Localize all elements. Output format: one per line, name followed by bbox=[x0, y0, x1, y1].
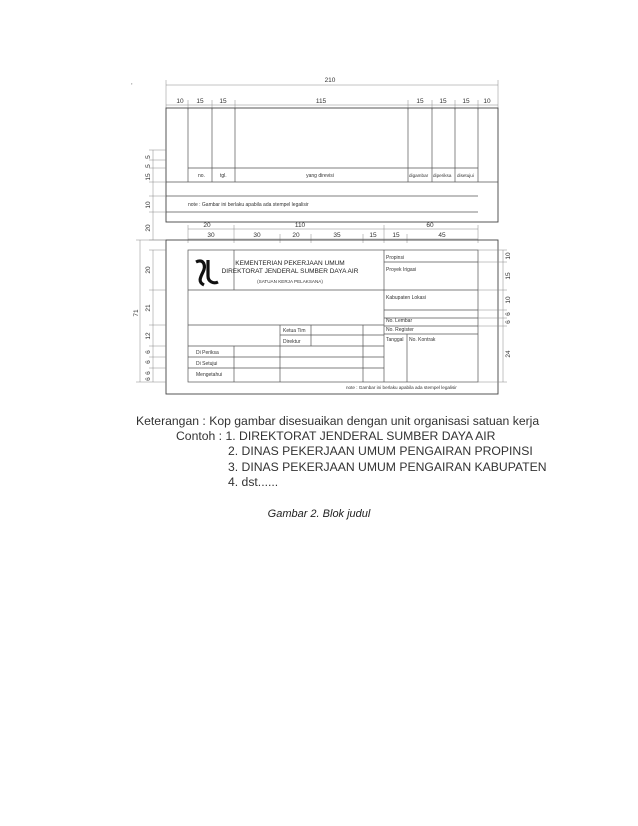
legend-item-row bbox=[136, 460, 556, 475]
rev-disetujui: disetujui bbox=[457, 173, 474, 178]
dim-mid2-5: 15 bbox=[392, 232, 400, 239]
dim-left-bot-1: 21 bbox=[145, 304, 152, 312]
dim-left-bot-4: 6 bbox=[145, 360, 152, 364]
dim-left-bot-6: 6 bbox=[145, 377, 152, 381]
label-di-setujui: Di Setujui bbox=[196, 361, 218, 367]
right-ticks bbox=[478, 250, 507, 382]
label-direktur: Direktur bbox=[283, 339, 301, 345]
label-no-lembar: No. Lembar bbox=[386, 318, 413, 324]
label-mengetahui: Mengetahui bbox=[196, 372, 223, 378]
legend-item-4: 4. dst...... bbox=[228, 474, 279, 489]
label-no-kontrak: No. Kontrak bbox=[409, 337, 436, 343]
dim-left-bot-3: 6 bbox=[145, 350, 152, 354]
dim-left-top-1: 5 bbox=[145, 164, 152, 168]
rev-yang-direvisi: yang direvisi bbox=[306, 173, 334, 179]
dim-top-0: 10 bbox=[176, 98, 184, 105]
dim-left-bot-2: 12 bbox=[145, 332, 152, 340]
dim-top-4: 15 bbox=[416, 98, 424, 105]
title-block-note: note : Gambar ini berlaku apabila ada stempel legalisir bbox=[346, 385, 457, 390]
dim-mid2-0: 30 bbox=[207, 232, 215, 239]
dim-mid1-1: 110 bbox=[294, 222, 306, 229]
dim-top-total: 210 bbox=[324, 77, 336, 84]
dim-mid2-3: 35 bbox=[333, 232, 341, 239]
dim-top-2: 15 bbox=[219, 98, 227, 105]
label-no-register: No. Register bbox=[386, 327, 414, 333]
dim-right-0: 10 bbox=[505, 252, 512, 260]
legend-item-row bbox=[136, 475, 556, 490]
rev-tgl: tgl. bbox=[220, 173, 227, 179]
dim-left-bot-total: 71 bbox=[133, 309, 140, 317]
page-speck: , bbox=[131, 80, 133, 86]
figure-caption: Gambar 2. Blok judul bbox=[267, 508, 371, 520]
dim-mid2-1: 30 bbox=[253, 232, 261, 239]
legend-item-3: 3. DINAS PEKERJAAN UMUM PENGAIRAN KABUPATEN bbox=[228, 459, 547, 474]
legend-label: Keterangan : bbox=[136, 414, 206, 428]
label-ketua-tim: Ketua Tim bbox=[283, 328, 306, 334]
legend bbox=[136, 414, 556, 490]
rev-diperiksa: diperiksa bbox=[433, 173, 452, 178]
dim-right-3: 6 bbox=[505, 312, 512, 316]
legend-contoh-label: Contoh : bbox=[176, 429, 223, 444]
dim-top-7: 10 bbox=[483, 98, 491, 105]
dim-top-1: 15 bbox=[196, 98, 204, 105]
label-propinsi: Propinsi bbox=[386, 255, 405, 261]
rev-digambar: digambar bbox=[409, 173, 429, 178]
dim-left-bot-0: 20 bbox=[145, 266, 152, 274]
dim-mid1-2: 60 bbox=[426, 222, 434, 229]
legend-item-1: 1. DIREKTORAT JENDERAL SUMBER DAYA AIR bbox=[225, 429, 496, 444]
legend-text: Kop gambar disesuaikan dengan unit organisasi satuan kerja bbox=[209, 414, 540, 428]
dim-left-top-2: 15 bbox=[145, 173, 152, 181]
dim-right-1: 15 bbox=[505, 272, 512, 280]
legend-item-row bbox=[136, 444, 556, 459]
dim-top-6: 15 bbox=[462, 98, 470, 105]
title-line-1: KEMENTERIAN PEKERJAAN UMUM bbox=[235, 260, 345, 267]
dim-left-top-3: 10 bbox=[145, 201, 152, 209]
dim-top-3: 115 bbox=[315, 98, 327, 105]
legend-contoh-row bbox=[136, 429, 556, 444]
dim-right-4: 6 bbox=[505, 320, 512, 324]
ministry-logo-icon bbox=[196, 260, 218, 285]
rev-note: note : Gambar ini berlaku apabila ada stempel legalisir bbox=[188, 202, 309, 208]
dim-left-bot-5: 6 bbox=[145, 371, 152, 375]
rev-no: no. bbox=[198, 173, 205, 179]
dim-right-5: 24 bbox=[505, 350, 512, 358]
label-tanggal: Tanggal bbox=[386, 337, 404, 343]
title-line-2: DIREKTORAT JENDERAL SUMBER DAYA AIR bbox=[221, 268, 359, 275]
dim-left-top-4: 20 bbox=[145, 224, 152, 232]
dim-mid2-2: 20 bbox=[292, 232, 300, 239]
label-di-periksa: Di Periksa bbox=[196, 350, 219, 356]
legend-header bbox=[136, 414, 556, 429]
dim-right-2: 10 bbox=[505, 296, 512, 304]
label-proyek: Proyek Irigasi bbox=[386, 267, 417, 273]
label-kabupaten: Kabupaten Lokasi bbox=[386, 295, 427, 301]
dim-top-5: 15 bbox=[439, 98, 447, 105]
legend-item-2: 2. DINAS PEKERJAAN UMUM PENGAIRAN PROPINSI bbox=[228, 444, 533, 459]
dim-mid2-6: 45 bbox=[438, 232, 446, 239]
dim-mid2-4: 15 bbox=[369, 232, 377, 239]
dim-mid1-0: 20 bbox=[203, 222, 211, 229]
dim-left-top-0: 5 bbox=[145, 155, 152, 159]
title-line-3: (SATUAN KERJA PELAKSANA) bbox=[257, 279, 323, 284]
